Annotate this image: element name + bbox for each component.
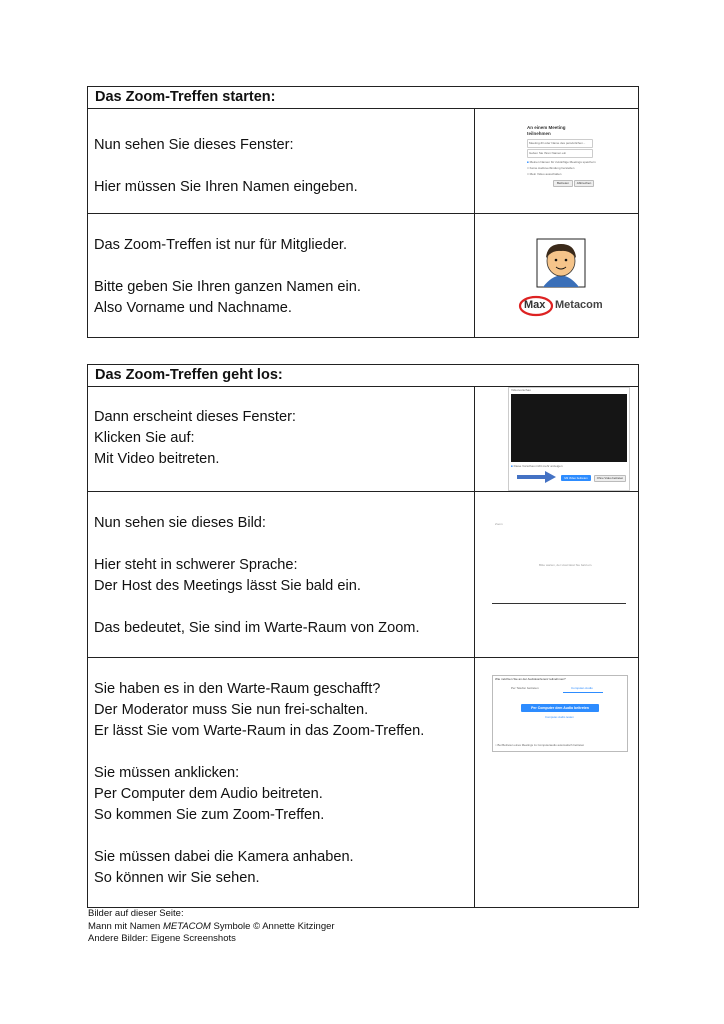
row-text: Sie haben es in den Warte-Raum geschafft? Der Moderator muss Sie nun frei-schalten. Er lässt Sie vom Warte-Raum in das Zoom-Treffen. Sie müssen anklicken: Per Computer dem Audio beitreten. So kommen Sie zum Zoom-Treffen. Sie müssen dabei die Kamera anhaben. So können wir Sie sehen. — [88, 658, 475, 908]
no-audio-option[interactable]: □ Keine Audioverbindung herstellen — [527, 166, 575, 170]
join-computer-audio-button[interactable]: Per Computer dem Audio beitreten — [521, 704, 599, 712]
name-input[interactable]: Geben Sie Ihren Namen ein — [527, 149, 593, 158]
section-title: Das Zoom-Treffen geht los: — [88, 365, 639, 387]
divider — [492, 603, 626, 604]
waiting-room-screenshot: Zoom Bitte warten, der Host lässt Sie bald ein. — [475, 492, 639, 658]
cancel-button[interactable]: Abbrechen — [574, 180, 594, 187]
test-audio-link[interactable]: Computer-Audio testen — [545, 715, 574, 719]
image-credits: Bilder auf dieser Seite: Mann mit Namen METACOM Symbole © Annette Kitzinger Andere Bilder: Eigene Screenshots — [88, 908, 335, 944]
join-with-video-button[interactable]: Mit Video beitreten — [561, 475, 591, 481]
auto-join-audio-checkbox[interactable]: ○ Bei Beitreten eines Meetings zu Computeraudio automatisch beitreten — [495, 743, 585, 747]
camera-preview — [511, 394, 627, 462]
section-start-table — [87, 86, 639, 338]
join-dialog-screenshot — [475, 109, 639, 214]
video-preview-screenshot — [475, 387, 639, 492]
tab-phone[interactable]: Per Telefon beitreten — [511, 686, 539, 690]
audio-dialog-screenshot — [475, 658, 639, 908]
row-text: Das Zoom-Treffen ist nur für Mitglieder. Bitte geben Sie Ihren ganzen Namen ein. Also Vorname und Nachname. — [88, 214, 475, 338]
row-text: Dann erscheint dieses Fenster: Klicken Sie auf: Mit Video beitreten. — [88, 387, 475, 492]
logo-brand: Metacom — [555, 299, 603, 311]
row-text: Nun sehen Sie dieses Fenster: Hier müssen Sie Ihren Namen eingeben. — [88, 109, 475, 214]
section-title: Das Zoom-Treffen starten: — [88, 87, 639, 109]
dont-show-checkbox[interactable]: ■ Diese Vorschau nicht mehr anzeigen — [511, 464, 563, 468]
section-go-table — [87, 364, 639, 908]
row-text: Nun sehen sie dieses Bild: Hier steht in schwerer Sprache: Der Host des Meetings lässt Sie bald ein. Das bedeutet, Sie sind im Warte-Raum von Zoom. — [88, 492, 475, 658]
join-button[interactable]: Beitreten — [553, 180, 573, 187]
video-off-option[interactable]: □ Mein Video ausschalten — [527, 172, 562, 176]
video-preview-window: Videovorschau ■ Diese Vorschau nicht mehr anzeigen Mit Video beitreten Ohne Video beitreten — [508, 387, 630, 491]
audio-dialog: Wie möchten Sie an der Audiokonferenz teilnehmen? Per Telefon beitreten Computer-Audio Per Computer dem Audio beitreten Computer-Audio testen ○ Bei Beitreten eines Meetings zu Computeraudio automatisch beitreten — [492, 675, 628, 752]
join-dialog: An einem Meeting teilnehmen Meeting-ID oder Name des persönlichen... Geben Sie Ihren Namen ein ■ Meinen Namen für zukünftige Meetings speichern □ Keine Audioverbindung herstellen □ Mein Video ausschalten Beitreten Abbrechen — [527, 125, 596, 185]
arrow-right-icon — [517, 470, 557, 484]
tab-computer-audio[interactable]: Computer-Audio — [571, 686, 593, 690]
join-without-video-button[interactable]: Ohne Video beitreten — [594, 475, 626, 482]
metacom-symbol — [475, 214, 639, 338]
waiting-message: Bitte warten, der Host lässt Sie bald ein. — [539, 563, 593, 567]
remember-name-option[interactable]: ■ Meinen Namen für zukünftige Meetings speichern — [527, 160, 596, 164]
logo-badge: Max — [524, 299, 546, 311]
metacom-logo-icon — [475, 214, 639, 338]
meeting-id-input[interactable]: Meeting-ID oder Name des persönlichen... — [527, 139, 593, 148]
